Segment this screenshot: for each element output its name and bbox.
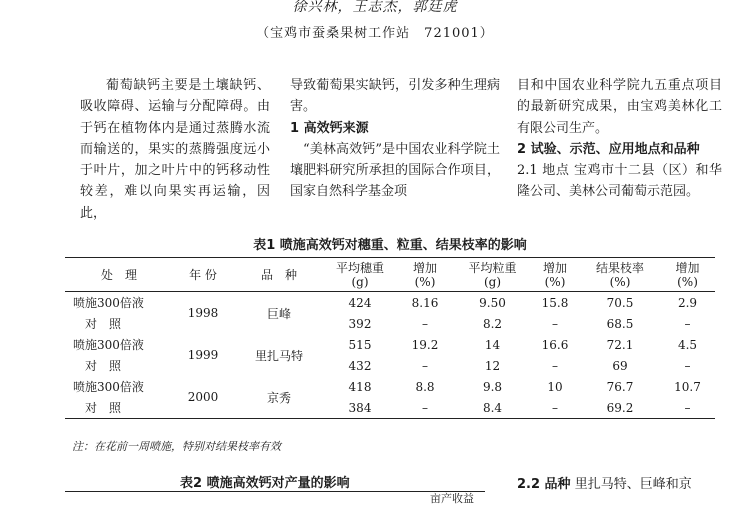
section-2-2	[517, 474, 692, 495]
table-cell: 10.7	[674, 379, 701, 394]
table1-header: 平均粒重 (g)	[455, 258, 530, 292]
column-3	[517, 75, 722, 203]
table-cell: –	[422, 400, 428, 415]
table-cell-treatment: 对 照	[85, 359, 122, 373]
column-1	[80, 75, 270, 224]
table-cell: 9.8	[482, 379, 503, 394]
table-cell: –	[552, 358, 558, 373]
table-cell: 68.5	[606, 316, 634, 331]
table-cell: 19.2	[411, 337, 439, 352]
table1-caption: 表1 喷施高效钙对穗重、粒重、结果枝率的影响	[253, 238, 527, 253]
section-2-2-label: 2.2 品种	[517, 477, 571, 492]
table1-header: 增加 (%)	[660, 258, 715, 292]
table-row	[65, 397, 715, 419]
table-cell: 515	[348, 337, 372, 352]
table-cell: –	[552, 316, 558, 331]
table-cell-year: 2000	[187, 390, 219, 404]
table-cell: –	[684, 316, 691, 331]
table2-caption: 表2 喷施高效钙对产量的影响	[180, 476, 350, 491]
table-row	[65, 355, 715, 376]
table-cell-treatment: 喷施300倍液	[73, 296, 144, 310]
table-cell-variety: 巨峰	[266, 306, 291, 321]
table-cell: –	[422, 316, 428, 331]
table-cell: –	[552, 400, 558, 415]
table-cell: 14	[484, 337, 501, 352]
table-cell: –	[684, 400, 691, 415]
table-cell-year: 1998	[187, 306, 219, 320]
section-2-heading: 2 试验、示范、应用地点和品种	[517, 141, 700, 157]
table-cell: 12	[484, 358, 501, 373]
table-cell: –	[684, 358, 691, 373]
table-cell: 76.7	[606, 379, 634, 394]
table-cell-year: 1999	[187, 348, 219, 362]
table-cell-treatment: 对 照	[85, 401, 122, 415]
table-row	[65, 313, 715, 334]
table-row	[65, 376, 715, 397]
table1-header: 增加 (%)	[530, 258, 580, 292]
table-cell: 384	[348, 400, 372, 415]
table-cell-treatment: 喷施300倍液	[73, 338, 144, 352]
table-cell: 8.8	[415, 379, 435, 394]
col3-paragraph-1: 目和中国农业科学院九五重点项目的最新研究成果，由宝鸡美林化工有限公司生产。	[517, 78, 722, 136]
table-cell: 392	[348, 316, 372, 331]
table-cell: 10	[547, 379, 563, 394]
affiliation: （宝鸡市蚕桑果树工作站 721001）	[256, 26, 494, 41]
table1	[65, 257, 715, 419]
table2-top-rule	[65, 491, 485, 492]
col1-paragraph: 葡萄缺钙主要是土壤缺钙、吸收障碍、运输与分配障碍。由于钙在植物体内是通过蒸腾水流而输送的，果实的蒸腾强度远小于叶片，加之叶片中的钙移动性较差，难以向果实再运输，因此，	[80, 78, 270, 221]
table-cell-treatment: 对 照	[85, 317, 122, 331]
table-cell: 8.16	[411, 295, 439, 310]
table-cell-treatment: 喷施300倍液	[73, 380, 144, 394]
table-cell: 72.1	[606, 337, 634, 352]
section-2-2-text: 里扎马特、巨峰和京	[574, 477, 692, 492]
table1-header: 结果枝率 (%)	[580, 258, 660, 292]
table-cell: 69	[612, 358, 628, 373]
table1-header: 增加 (%)	[395, 258, 455, 292]
table-cell: 69.2	[606, 400, 634, 415]
table-cell: 432	[348, 358, 372, 373]
authors: 徐兴林，王志杰，郭廷虎	[292, 0, 458, 15]
table-cell: 70.5	[606, 295, 634, 310]
table-row	[65, 334, 715, 355]
table1-note: 注：在花前一周喷施，特别对结果枝率有效	[72, 440, 281, 453]
table-cell: 9.50	[479, 295, 506, 310]
table1-header: 品 种	[233, 258, 325, 292]
table1-header: 年 份	[173, 258, 233, 292]
table1-header: 处 理	[65, 258, 173, 292]
table-cell: 424	[348, 295, 372, 310]
col3-paragraph-2: 2.1 地点 宝鸡市十二县（区）和华隆公司、美林公司葡萄示范园。	[517, 163, 722, 200]
table-row	[65, 292, 715, 314]
table-cell: 4.5	[677, 337, 698, 352]
table-cell: 418	[348, 379, 372, 394]
table-cell: 2.9	[677, 295, 698, 310]
table-cell: 8.4	[482, 400, 503, 415]
table2-partial-header: 亩产收益	[430, 492, 474, 505]
col2-paragraph-2: “美林高效钙”是中国农业科学院土壤肥料研究所承担的国际合作项目，国家自然科学基金项	[290, 141, 500, 200]
table-cell: –	[422, 358, 428, 373]
table-cell-variety: 京秀	[266, 390, 291, 405]
col2-paragraph-1: 导致葡萄果实缺钙，引发多种生理病害。	[290, 78, 500, 115]
table-cell: 15.8	[541, 295, 569, 310]
table-cell: 16.6	[541, 337, 569, 352]
section-1-heading: 1 高效钙来源	[290, 120, 369, 136]
table1-header: 平均穗重 (g)	[325, 258, 395, 292]
table1-header-row	[65, 258, 715, 292]
table-cell-variety: 里扎马特	[254, 348, 303, 363]
column-2	[290, 75, 500, 203]
table-cell: 8.2	[482, 316, 503, 331]
